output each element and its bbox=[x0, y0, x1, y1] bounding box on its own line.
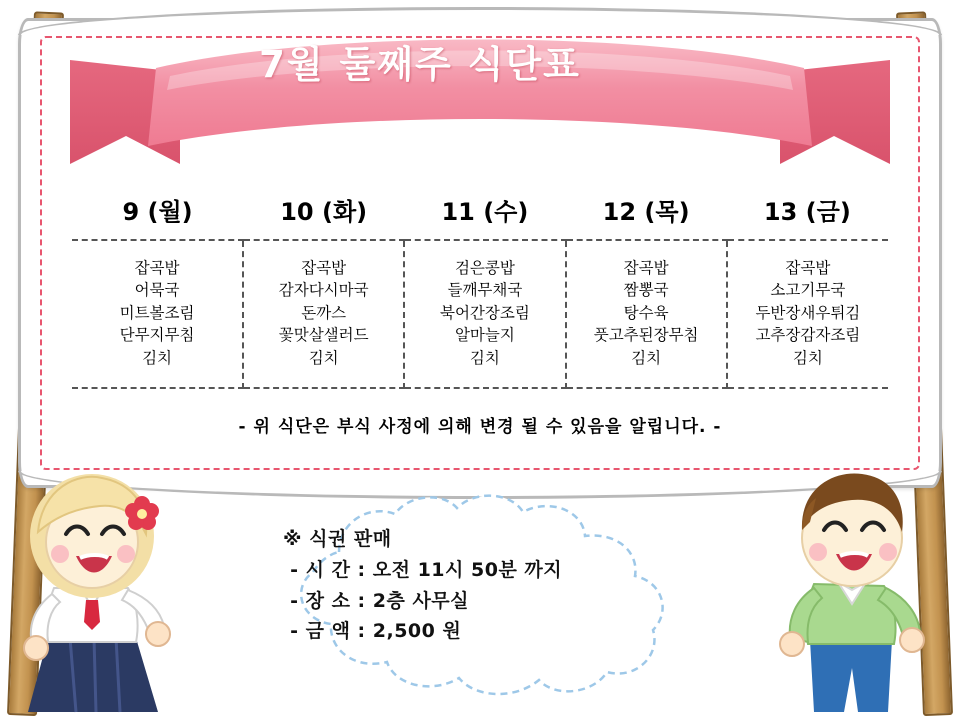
menu-item: 잡곡밥 bbox=[134, 259, 180, 277]
menu-table bbox=[72, 186, 888, 389]
day-header-fri: 13 (금) bbox=[727, 186, 888, 240]
menu-item: 고추장감자조림 bbox=[755, 326, 861, 345]
menu-item: 감자다시마국 bbox=[278, 281, 369, 300]
menu-item: 단무지무침 bbox=[119, 326, 195, 345]
menu-item: 잡곡밥 bbox=[785, 259, 831, 277]
day-header-mon: 9 (월) bbox=[72, 186, 243, 240]
table-header-row bbox=[72, 186, 888, 240]
menu-item: 김치 bbox=[469, 348, 500, 367]
menu-item: 들깨무채국 bbox=[447, 281, 523, 300]
menu-item: 풋고추된장무침 bbox=[593, 326, 699, 345]
menu-item: 두반장새우튀김 bbox=[755, 303, 861, 322]
menu-item: 돈까스 bbox=[301, 303, 347, 322]
boy-student-icon bbox=[752, 462, 958, 724]
menu-item: 알마늘지 bbox=[454, 326, 515, 345]
menu-item: 소고기무국 bbox=[770, 281, 846, 300]
menu-item: 김치 bbox=[142, 348, 173, 367]
ticket-price: - 금 액 : 2,500 원 bbox=[283, 620, 462, 643]
menu-item: 어묵국 bbox=[134, 281, 180, 300]
table-row bbox=[72, 240, 888, 388]
menu-cell-wed bbox=[404, 240, 565, 388]
menu-change-notice: - 위 식단은 부식 사정에 의해 변경 될 수 있음을 알립니다. - bbox=[238, 417, 722, 437]
menu-cell-tue bbox=[243, 240, 404, 388]
meal-ticket-info bbox=[283, 524, 683, 647]
menu-item: 잡곡밥 bbox=[623, 259, 669, 277]
menu-item: 김치 bbox=[631, 348, 662, 367]
menu-cell-fri bbox=[727, 240, 888, 388]
menu-item: 잡곡밥 bbox=[301, 259, 347, 277]
menu-item: 꽃맛살샐러드 bbox=[278, 326, 369, 345]
ticket-place: - 장 소 : 2층 사무실 bbox=[283, 589, 470, 612]
menu-item: 짬뽕국 bbox=[623, 281, 669, 300]
menu-item: 북어간장조림 bbox=[439, 303, 530, 322]
page-title: 7월 둘째주 식단표 bbox=[259, 43, 581, 86]
menu-item: 미트볼조림 bbox=[119, 303, 195, 322]
girl-student-icon bbox=[8, 462, 218, 724]
day-header-tue: 10 (화) bbox=[243, 186, 404, 240]
ticket-time: - 시 간 : 오전 11시 50분 까지 bbox=[283, 558, 563, 581]
menu-item: 탕수육 bbox=[623, 303, 669, 322]
menu-cell-thu bbox=[566, 240, 727, 388]
ticket-sale-title: ※ 식권 판매 bbox=[283, 528, 392, 550]
day-header-thu: 12 (목) bbox=[566, 186, 727, 240]
menu-cell-mon bbox=[72, 240, 243, 388]
menu-item: 검은콩밥 bbox=[454, 259, 515, 277]
menu-item: 김치 bbox=[792, 348, 823, 367]
menu-item: 김치 bbox=[308, 348, 339, 367]
day-header-wed: 11 (수) bbox=[404, 186, 565, 240]
